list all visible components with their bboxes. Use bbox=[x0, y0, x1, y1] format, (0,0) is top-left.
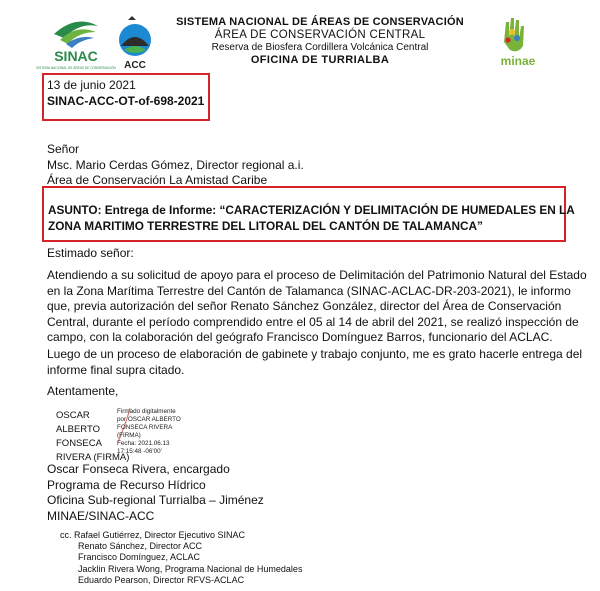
sinac-logo-subtext: SISTEMA NACIONAL DE ÁREAS DE CONSERVACIÓN bbox=[36, 66, 116, 70]
letter-date: 13 de junio 2021 bbox=[47, 78, 136, 92]
header-line-2: ÁREA DE CONSERVACIÓN CENTRAL bbox=[214, 29, 426, 41]
acc-logo-text: ACC bbox=[124, 60, 146, 71]
signature-name-line: FONSECA bbox=[56, 438, 102, 449]
cc-line: Jacklin Rivera Wong, Programa Nacional de Humedales bbox=[78, 563, 303, 574]
signer-block bbox=[47, 462, 264, 524]
recipient-line: Área de Conservación La Amistad Caribe bbox=[47, 173, 268, 187]
signer-line: Oficina Sub-regional Turrialba – Jiménez bbox=[47, 493, 264, 507]
subject-line: ZONA MARITIMO TERRESTRE DEL LITORAL DEL CANTÓN DE TALAMANCA” bbox=[48, 219, 483, 233]
signature-name-line: ALBERTO bbox=[56, 424, 101, 435]
subject-line: ASUNTO: Entrega de Informe: “CARACTERIZACIÓN Y DELIMITACIÓN DE HUMEDALES EN LA bbox=[48, 203, 575, 217]
cc-block bbox=[60, 530, 302, 586]
cc-line: Renato Sánchez, Director ACC bbox=[78, 541, 203, 552]
paragraph-line: Central, durante el período comprendido entre el 05 al 14 de abril del 2021, se realizó inspección de bbox=[47, 314, 579, 329]
header-line-3: Reserva de Biosfera Cordillera Volcánica Central bbox=[211, 42, 429, 53]
digital-signature-line: Fecha: 2021.06.13 bbox=[117, 440, 170, 447]
cc-line: cc. Rafael Gutiérrez, Director Ejecutivo SINAC bbox=[60, 530, 246, 540]
signature-name-line: RIVERA (FIRMA) bbox=[56, 452, 130, 463]
recipient-line: Señor bbox=[47, 142, 80, 156]
sinac-logo-text: SINAC bbox=[54, 48, 98, 64]
cc-line: Francisco Domínguez, ACLAC bbox=[78, 552, 201, 563]
paragraph-line: que, previa autorización del señor Renato Sánchez González, director del Área de Conservación bbox=[47, 299, 562, 313]
signer-line: Programa de Recurso Hídrico bbox=[47, 477, 206, 492]
subject-block bbox=[48, 202, 575, 234]
paragraph-line: en la Zona Marítima Terrestre del Cantón de Talamanca (SINAC-ACLAC-DR-203-2021), le informo bbox=[47, 283, 571, 298]
paragraph-line: informe final supra citado. bbox=[47, 362, 185, 377]
digital-signature-line: FONSECA RIVERA bbox=[117, 424, 173, 431]
paragraph-1 bbox=[47, 268, 587, 346]
recipient-line: Msc. Mario Cerdas Gómez, Director regional a.i. bbox=[47, 157, 304, 172]
cc-line: Eduardo Pearson, Director RFVS-ACLAC bbox=[78, 574, 245, 585]
signer-line: Oscar Fonseca Rivera, encargado bbox=[47, 462, 230, 476]
header-line-4: OFICINA DE TURRIALBA bbox=[250, 54, 390, 66]
paragraph-2 bbox=[47, 347, 582, 378]
digital-signature-line: (FIRMA) bbox=[117, 432, 141, 439]
signer-line: MINAE/SINAC-ACC bbox=[47, 508, 155, 523]
paragraph-line: Atendiendo a su solicitud de apoyo para el proceso de Delimitación del Patrimonio Natural del Estado bbox=[47, 268, 587, 282]
digital-signature-details bbox=[117, 408, 181, 456]
recipient-block bbox=[47, 142, 304, 189]
closing: Atentamente, bbox=[47, 384, 119, 398]
signature-name-line: OSCAR bbox=[56, 410, 90, 421]
paragraph-line: campo, con la colaboración del geógrafo Francisco Domínguez Barros, funcionario del ACLAC. bbox=[47, 330, 553, 344]
salutation: Estimado señor: bbox=[47, 246, 134, 260]
minae-logo-text: minae bbox=[500, 54, 536, 68]
digital-signature-line: por OSCAR ALBERTO bbox=[117, 416, 181, 423]
header-line-1: SISTEMA NACIONAL DE ÁREAS DE CONSERVACIÓN bbox=[176, 16, 464, 28]
letter-reference: SINAC-ACC-OT-of-698-2021 bbox=[47, 94, 205, 108]
sinac-logo bbox=[36, 12, 116, 74]
digital-signature-line: 17:15:48 -06'00' bbox=[117, 448, 162, 455]
digital-signature-line: Firmado digitalmente bbox=[117, 408, 176, 415]
paragraph-line: Luego de un proceso de elaboración de gabinete y trabajo conjunto, me es grato hacerle entrega del bbox=[47, 347, 583, 361]
